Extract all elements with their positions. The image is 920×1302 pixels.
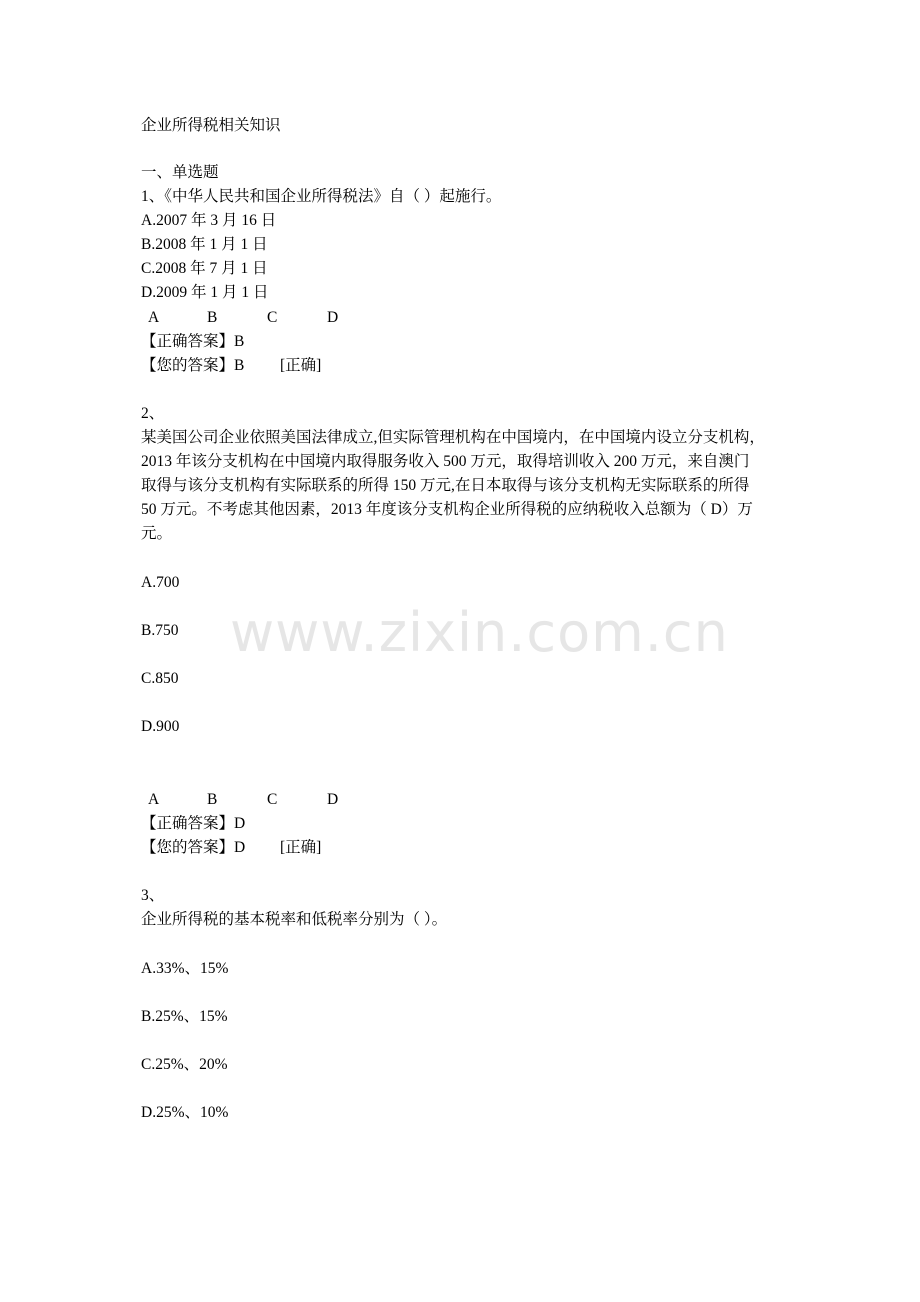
question-1-your-answer: 【您的答案】B <box>141 357 245 374</box>
question-1-result: [正确] <box>280 357 322 374</box>
question-1-correct-answer: 【正确答案】B <box>141 333 245 350</box>
question-3-stem: 企业所得税的基本税率和低税率分别为（ ）。 <box>141 911 448 928</box>
question-2-choice-d[interactable]: D <box>327 791 339 808</box>
question-1-option-b: B.2008 年 1 月 1 日 <box>141 236 268 253</box>
document-title: 企业所得税相关知识 <box>141 117 281 134</box>
question-2-stem-line: 某美国公司企业依照美国法律成立,但实际管理机构在中国境内，在中国境内设立分支机构， <box>141 429 765 446</box>
question-3-number: 3、 <box>141 887 165 904</box>
question-2-stem-line: 2013 年该分支机构在中国境内取得服务收入 500 万元，取得培训收入 200 万元，来自澳门 <box>141 453 750 470</box>
question-1-stem: 1、《中华人民共和国企业所得税法》自（ ）起施行。 <box>141 188 502 205</box>
question-2-option-b: B.750 <box>141 622 179 639</box>
question-1-option-c: C.2008 年 7 月 1 日 <box>141 260 268 277</box>
question-2-option-c: C.850 <box>141 670 179 687</box>
question-2-stem-line: 元。 <box>141 525 173 542</box>
section-heading: 一、单选题 <box>141 164 219 181</box>
question-3-option-d: D.25%、10% <box>141 1104 229 1121</box>
question-2-option-d: D.900 <box>141 718 180 735</box>
question-2-number: 2、 <box>141 405 165 422</box>
question-3-option-c: C.25%、20% <box>141 1056 228 1073</box>
question-1-option-a: A.2007 年 3 月 16 日 <box>141 212 277 229</box>
question-3-option-a: A.33%、15% <box>141 960 229 977</box>
question-1-option-d: D.2009 年 1 月 1 日 <box>141 284 269 301</box>
question-2-stem-line: 取得与该分支机构有实际联系的所得 150 万元,在日本取得与该分支机构无实际联系的所得 <box>141 477 750 494</box>
question-2-stem-line: 50 万元。不考虑其他因素，2013 年度该分支机构企业所得税的应纳税收入总额为（ D）万 <box>141 501 753 518</box>
question-2-option-a: A.700 <box>141 574 180 591</box>
question-2-choice-c[interactable]: C <box>267 791 278 808</box>
question-1-choice-d[interactable]: D <box>327 309 339 326</box>
question-2-choice-b[interactable]: B <box>207 791 218 808</box>
question-2-result: [正确] <box>280 839 322 856</box>
question-2-your-answer: 【您的答案】D <box>141 839 246 856</box>
question-2-choice-a[interactable]: A <box>148 791 160 808</box>
question-3-option-b: B.25%、15% <box>141 1008 228 1025</box>
question-1-choice-a[interactable]: A <box>148 309 160 326</box>
watermark: www.zixin.com.cn <box>230 601 729 664</box>
question-1-choice-c[interactable]: C <box>267 309 278 326</box>
question-1-choice-b[interactable]: B <box>207 309 218 326</box>
question-2-correct-answer: 【正确答案】D <box>141 815 246 832</box>
